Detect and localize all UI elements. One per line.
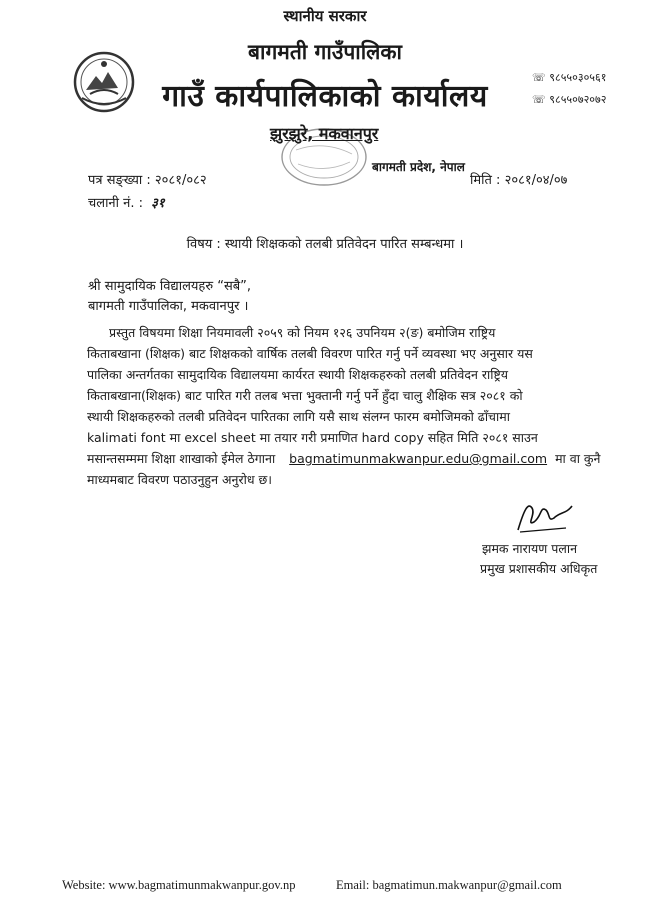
signatory-name: झमक नारायण पलान [482,541,578,556]
body-line: स्थायी शिक्षकहरुको तलबी प्रतिवेदन पारितका लागि यसै साथ संलग्न फारम बमोजिमको ढाँचामा [87,409,510,424]
body-line: पालिका अन्तर्गतका सामुदायिक विद्यालयमा कार्यरत स्थायी शिक्षकहरुको तलबी प्रतिवेदन राष्ट्रिय [87,367,509,382]
dispatch-number-value: ३१ [151,196,165,211]
letter-date: मिति : २०८१/०४/०७ [470,173,568,188]
phone-icon: ☏ [532,93,546,106]
body-line: मसान्तसम्ममा शिक्षा शाखाको ईमेल ठेगाना bagmatimunmakwanpur.edu@gmail.com मा वा कुनै [87,451,601,466]
body-line: kalimati font मा excel sheet मा तयार गरी प्रमाणित hard copy सहित मिति २०८१ साउन [87,430,538,445]
footer-website[interactable]: Website: www.bagmatimunmakwanpur.gov.np [62,878,296,892]
header-municipality: बागमती गाउँपालिका [248,40,402,64]
dispatch-number [88,193,165,211]
addressee-line-2: बागमती गाउँपालिका, मकवानपुर । [88,299,249,314]
body-line: किताबखाना (शिक्षक) बाट शिक्षकको वार्षिक तलबी विवरण पारित गर्नु पर्ने व्यवस्था भए अनुसार यस [87,346,533,361]
office-address: झुरझुरे, मकवानपुर [270,124,379,143]
handwritten-signature [506,492,586,542]
letter-body [87,322,625,490]
header-local-government: स्थानीय सरकार [283,7,367,25]
phone-1: ☏ ९८५५०३०५६१ [532,71,607,84]
subject-line: विषय : स्थायी शिक्षकको तलबी प्रतिवेदन पारित सम्बन्धमा । [186,237,464,252]
addressee-line-1: श्री सामुदायिक विद्यालयहरु “सबै”, [88,279,252,294]
body-line: प्रस्तुत विषयमा शिक्षा नियमावली २०५९ को नियम १२६ उपनियम २(ङ) बमोजिम राष्ट्रिय [109,325,496,340]
office-province: बागमती प्रदेश, नेपाल [372,160,465,174]
signatory-position: प्रमुख प्रशासकीय अधिकृत [480,561,598,576]
education-email-link[interactable]: bagmatimunmakwanpur.edu@gmail.com [289,451,548,466]
letter-number: पत्र सङ्ख्या : २०८१/०८२ [88,173,207,188]
phone-2: ☏ ९८५५०७२०७२ [532,93,607,106]
header-office: गाउँ कार्यपालिकाको कार्यालय [162,79,488,114]
phone-icon: ☏ [532,71,546,84]
body-line: माध्यमबाट विवरण पठाउनुहुन अनुरोध छ। [87,472,272,487]
body-line: किताबखाना(शिक्षक) बाट पारित गरी तलब भत्ता भुक्तानी गर्नु पर्ने हुँदा चालु शैक्षिक सत्र २०८१ को [87,388,523,403]
footer-email[interactable]: Email: bagmatimun.makwanpur@gmail.com [336,878,562,892]
dispatch-number-label: चलानी नं. : [88,196,144,211]
